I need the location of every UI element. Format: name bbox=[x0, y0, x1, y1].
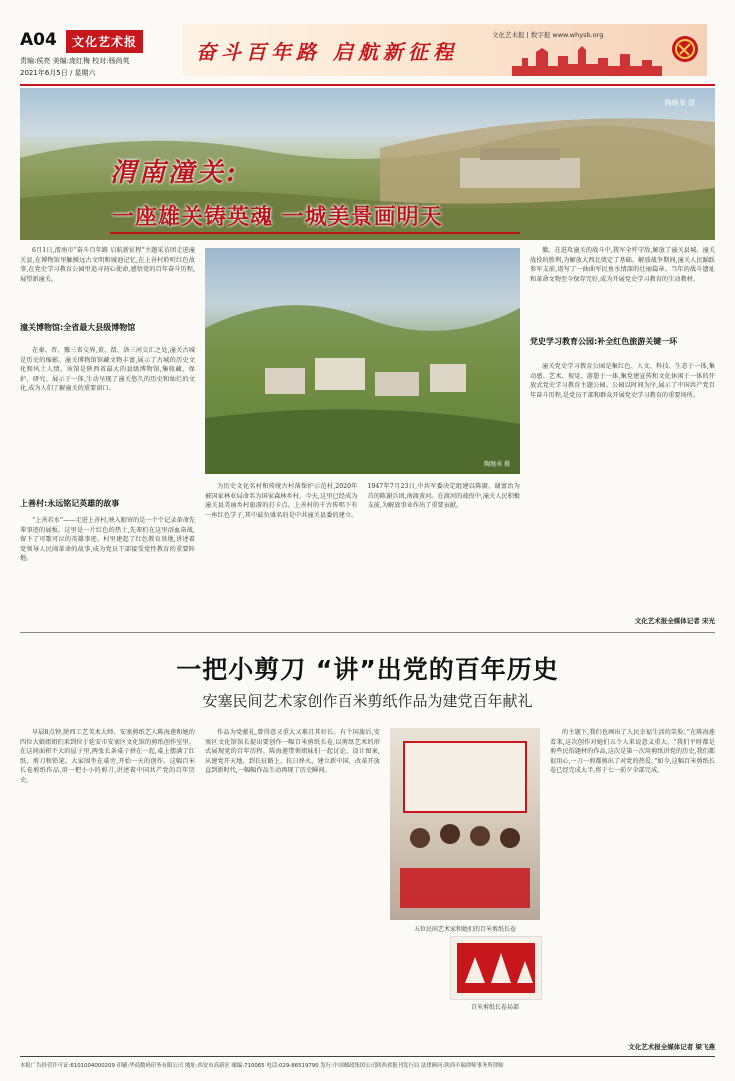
hero-title-2: 一座雄关铸英魂 一城美景画明天 bbox=[112, 205, 443, 230]
village-graphic bbox=[205, 248, 520, 474]
article1-park-text: 潼关党史学习教育公园是集红色、人文、科技、生态于一体,集动感、艺术、视觉、游憩于一体,集党建宣传和文化休闲于一体的开放式党史学习教育主题公园。公园以时间为序,展示了中国共产党百年奋斗历程,是党员干部和群众开展党史学习教育的重要场所。 bbox=[530, 363, 715, 399]
site-label: 文化艺术报 | 数字报 www.whysb.org bbox=[492, 31, 604, 39]
article2-col3: 的主题下,我们也画出了人民幸福生活的笑脸。”在陈海莲看来,这次创作对她们五个人来说意义重大。“我们平时都是剪些民俗题材的作品,这次是第一次用剪纸讲党的历史,我们都很用心,一刀一剪都剪出了对党的热爱。”如今,这幅百米剪纸长卷已经完成大半,将于七一前夕全部完成。 bbox=[550, 729, 715, 775]
page-number: A04 bbox=[20, 30, 57, 50]
article2-col1: 早晨8点钟,陕西工艺美术大师、安塞剪纸艺人陈海莲和她的四位大娘姐姐们来到位于延安市安塞区文化馆的剪纸创作室里。在这间面积不大的屋子里,两张长条桌子拼在一起,桌上摆满了红纸、剪刀和铅笔。大家围坐在桌旁,开始一天的创作。这幅百米长卷剪纸作品,用一把小小的剪刀,讲述着中国共产党的百年历史。 bbox=[20, 729, 195, 784]
article2-subtitle: 安塞民间艺术家创作百米剪纸作品为建党百年献礼 bbox=[202, 692, 533, 710]
city-silhouette-graphic bbox=[512, 42, 662, 76]
village-photo bbox=[205, 248, 520, 474]
artists-photo bbox=[390, 728, 540, 920]
footer-text: 本报广告经营许可证:6101004000209 印刷:华商数码印务有限公司 地址:西安市高新区 邮编:710065 电话:029-86519790 发行:中国邮政集团公司陕西省报刊发行局 法律顾问:陕西丰瑞律师事务所律师 bbox=[20, 1063, 504, 1069]
article1-right-text: 撤。在进攻潼关的战斗中,我军全歼守敌,解放了潼关县城。潼关战役的胜利,为解放大西北奠定了基础。解放战争期间,潼关人民踊跃参军支前,谱写了一曲曲军民鱼水情深的壮丽篇章。当年的战斗遗址和革命文物至今保存完好,成为开展党史学习教育的生动教材。 bbox=[530, 247, 715, 283]
party-emblem-icon bbox=[670, 34, 700, 64]
article1-middle-text: 为历史文化名村和传统古村落保护示范村,2020年被国家林业局命名为国家森林乡村。今天,这里已经成为潼关县美丽乡村旅游的打卡点。上善村的千古传唱下有一座红色学子,其中最负盛名的是中共潼关县委的建立。1947年7月23日,中共军委决定组建以陈赓、谢富治为首的陈谢兵团,南渡黄河。在渡河的战役中,潼关人民积极支前,为解放事业作出了重要贡献。 bbox=[205, 483, 520, 519]
footer-rule bbox=[20, 1056, 715, 1057]
hero-title-1: 渭南潼关: bbox=[110, 158, 239, 188]
papercut-graphic bbox=[451, 937, 541, 999]
article1-subtitle-park: 党史学习教育公园:补全红色旅游关键一环 bbox=[530, 337, 678, 346]
masthead-divider bbox=[20, 84, 715, 86]
article1-shangshan-text: “上善若水”——走进上善村,映入眼帘的是一个个记录革命先辈事迹的展板。这里是一片红色的热土,先辈们在这里浴血奋战,留下了可歌可泣的英雄事迹。村里建起了红色教育基地,讲述着党领导人民闹革命的故事,成为党员干部接受党性教育的重要阵地。 bbox=[20, 517, 195, 563]
article2-author: 文化艺术报全媒体记者 梁飞燕 bbox=[628, 1043, 715, 1051]
artists-photo-caption: 五位民间艺术家和她们的百米剪纸长卷 bbox=[413, 926, 516, 933]
section-divider bbox=[20, 632, 715, 633]
masthead bbox=[0, 0, 735, 86]
paper-logo: 文化艺术报 bbox=[66, 30, 143, 53]
hero-underline bbox=[110, 232, 520, 234]
hero-photo-credit: 陶继承 摄 bbox=[664, 99, 695, 107]
article1-subtitle-museum: 潼关博物馆:全省最大县级博物馆 bbox=[20, 323, 136, 332]
article2-title: 一把小剪刀 “讲”出党的百年历史 bbox=[176, 655, 559, 684]
article1-author: 文化艺术报全媒体记者 宋光 bbox=[634, 617, 715, 625]
village-photo-credit: 陶继承 摄 bbox=[484, 461, 510, 468]
slogan-banner bbox=[182, 24, 707, 76]
article1-museum-text: 在秦、晋、豫三省交界,黄、渭、洛三河交汇之处,潼关古城是历史的缩影。潼关博物馆馆藏文物丰富,展示了古城的历史文化和风土人情。该馆是陕西省最大的县级博物馆,集收藏、保护、研究、展示于一体,生动呈现了潼关悠久的历史和灿烂的文化,成为人们了解潼关的重要窗口。 bbox=[20, 347, 195, 393]
article1-subtitle-shangshan: 上善村:永远铭记英雄的故事 bbox=[20, 499, 120, 508]
papercut-photo-caption: 百米剪纸长卷局部 bbox=[470, 1004, 519, 1011]
artists-graphic bbox=[390, 728, 540, 920]
editors-line: 责编:侯亮 美编:庞红梅 校对:杨尚英 bbox=[20, 57, 130, 65]
article2-col2: 作品为党献礼,曾得意又重大又难且其好长。有个国旗后,安塞区文化馆馆长提出要创作一幅百米剪纸长卷,以剪纸艺术的形式展现党的百年历程。陈海莲带领姐妹们一起讨论、设计图案,从建党开天地、到长征路上、抗日烽火、建立新中国、改革开放直到新时代,一幅幅作品生动再现了历史瞬间。 bbox=[205, 729, 380, 775]
article1-intro: 6月1日,渭南市“奋斗百年路 启航新征程”主题采访团走进潼关县,在博物馆里触摸远古文明和城池记忆,在上善村聆听红色故事,在党史学习教育公园里追寻初心使命,感悟党的百年奋斗历程,展望新潼关。 bbox=[20, 247, 195, 283]
papercut-photo bbox=[450, 936, 542, 1000]
date-line: 2021年6月5日 / 星期六 bbox=[20, 69, 96, 77]
slogan-text: 奋斗百年路 启航新征程 bbox=[196, 40, 458, 64]
